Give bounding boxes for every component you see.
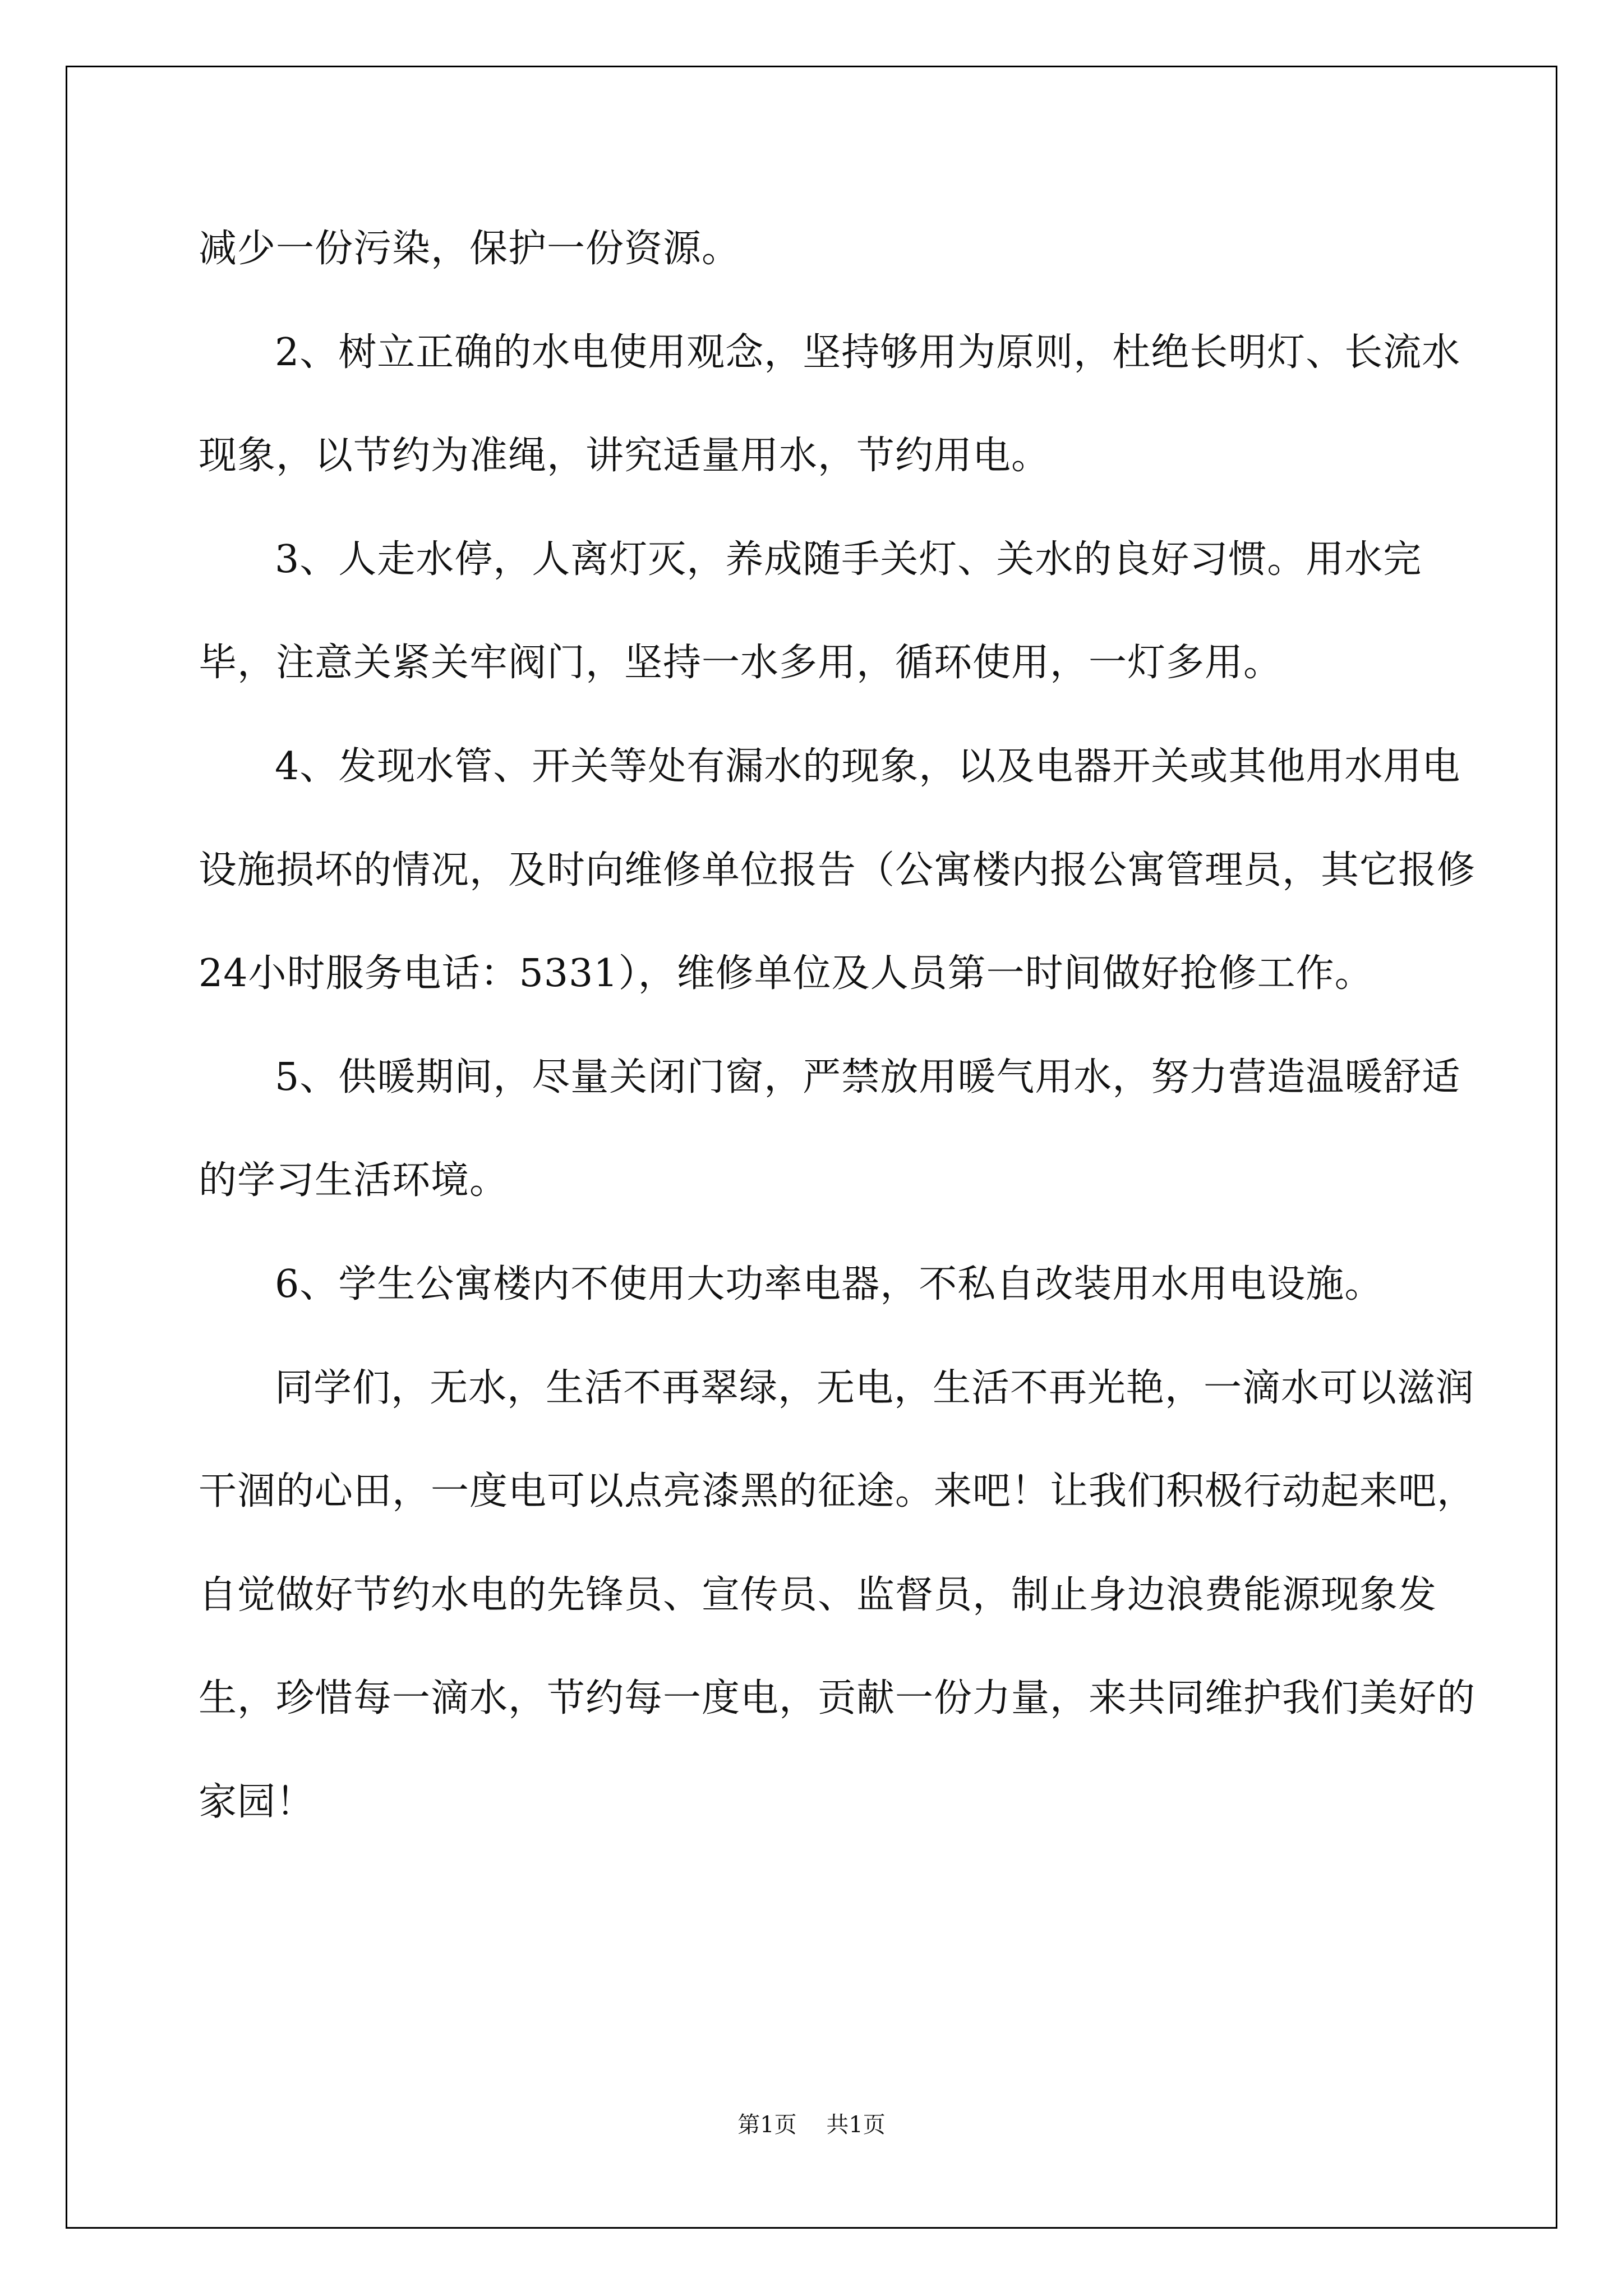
page-footer [0,2107,1623,2139]
page-number: 第1页 [737,2112,797,2138]
page-total: 共1页 [826,2112,886,2138]
paragraph-closing: 同学们，无水，生活不再翠绿，无电，生活不再光艳，一滴水可以滋润干涸的心田，一度电可以点亮漆黑的征途。来吧！让我们积极行动起来吧，自觉做好节约水电的先锋员、宣传员、监督员，制止身边浪费能源现象发生，珍惜每一滴水，节约每一度电，贡献一份力量，来共同维护我们美好的家园！ [199,1365,1476,1824]
paragraph-intro-tail: 减少一份污染，保护一份资源。 [199,227,741,271]
paragraph-item-4: 4、发现水管、开关等处有漏水的现象，以及电器开关或其他用水用电设施损坏的情况，及时向维修单位报告（公寓楼内报公寓管理员，其它报修24小时服务电话：5331），维修单位及人员第一时间做好抢修工作。 [199,744,1476,996]
paragraph-item-3: 3、人走水停，人离灯灭，养成随手关灯、关水的良好习惯。用水完毕，注意关紧关牢阀门，坚持一水多用，循环使用，一灯多用。 [199,537,1422,685]
paragraph-item-2: 2、树立正确的水电使用观念，坚持够用为原则，杜绝长明灯、长流水现象，以节约为准绳，讲究适量用水，节约用电。 [199,330,1461,478]
document-body [199,197,1483,1855]
paragraph-item-6: 6、学生公寓楼内不使用大功率电器，不私自改装用水用电设施。 [275,1262,1384,1306]
paragraph-item-5: 5、供暖期间，尽量关闭门窗，严禁放用暖气用水，努力营造温暖舒适的学习生活环境。 [199,1055,1461,1203]
